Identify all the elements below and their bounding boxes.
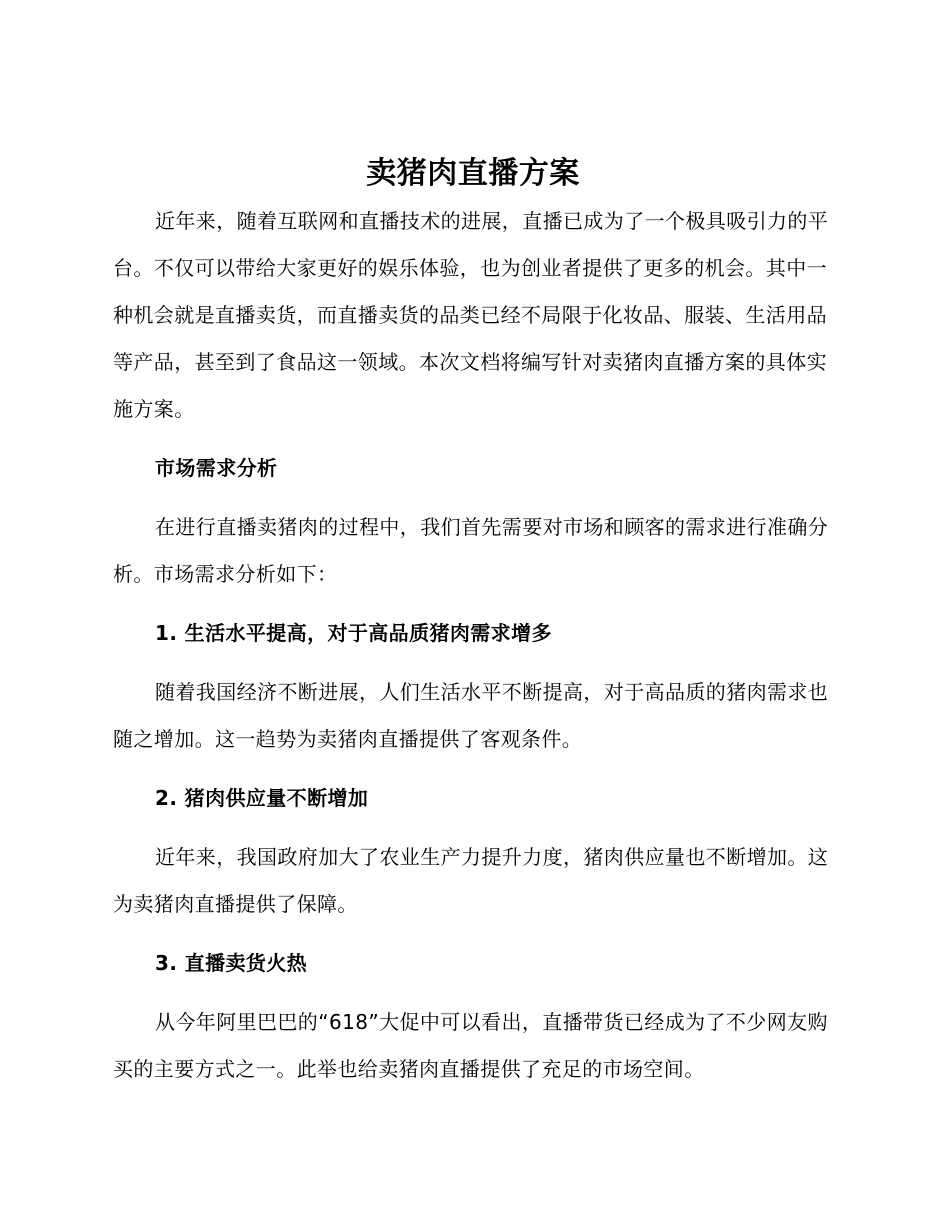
spacer bbox=[113, 987, 833, 999]
spacer bbox=[113, 657, 833, 669]
intro-paragraph: 近年来，随着互联网和直播技术的进展，直播已成为了一个极具吸引力的平台。不仅可以带给大家更好的娱乐体验，也为创业者提供了更多的机会。其中一种机会就是直播卖货，而直播卖货的品类已经不局限于化妆品、服装、生活用品等产品，甚至到了食品这一领域。本次文档将编写针对卖猪肉直播方案的具体实施方案。 bbox=[113, 209, 829, 421]
spacer bbox=[113, 492, 833, 504]
section-intro-paragraph: 在进行直播卖猪肉的过程中，我们首先需要对市场和顾客的需求进行准确分析。市场需求分析如下： bbox=[113, 515, 829, 586]
spacer bbox=[113, 598, 833, 610]
point-2-body: 近年来，我国政府加大了农业生产力提升力度，猪肉供应量也不断增加。这为卖猪肉直播提供了保障。 bbox=[113, 845, 829, 916]
document-page bbox=[113, 150, 833, 1093]
spacer bbox=[113, 763, 833, 775]
point-1-heading: 1. 生活水平提高，对于高品质猪肉需求增多 bbox=[155, 621, 552, 645]
spacer bbox=[113, 928, 833, 940]
document-title: 卖猪肉直播方案 bbox=[366, 156, 580, 191]
point-3-body: 从今年阿里巴巴的“618”大促中可以看出，直播带货已经成为了不少网友购买的主要方式之一。此举也给卖猪肉直播提供了充足的市场空间。 bbox=[113, 1010, 828, 1081]
spacer bbox=[113, 433, 833, 445]
section-heading: 市场需求分析 bbox=[155, 456, 278, 480]
point-2-heading: 2. 猪肉供应量不断增加 bbox=[155, 786, 369, 810]
spacer bbox=[113, 822, 833, 834]
point-3-heading: 3. 直播卖货火热 bbox=[155, 951, 308, 975]
point-1-body: 随着我国经济不断进展，人们生活水平不断提高，对于高品质的猪肉需求也随之增加。这一趋势为卖猪肉直播提供了客观条件。 bbox=[113, 680, 829, 751]
